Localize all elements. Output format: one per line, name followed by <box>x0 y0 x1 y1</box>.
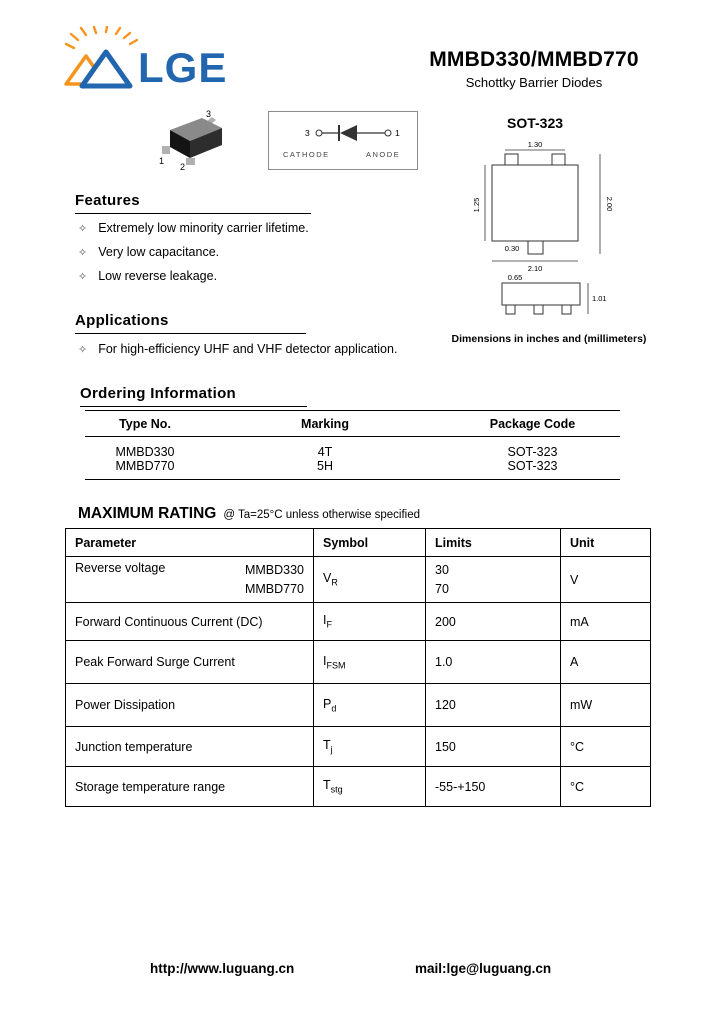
symbol-main: I <box>323 653 327 668</box>
parameter-cell <box>66 557 314 603</box>
package-3d-icon <box>156 108 238 172</box>
column-header-unit: Unit <box>561 529 651 557</box>
pkg-pin3-label: 3 <box>206 109 212 119</box>
ordering-heading: Ordering Information <box>80 385 307 407</box>
unit-cell: A <box>561 641 651 684</box>
maximum-rating-title: MAXIMUM RATING <box>78 505 217 522</box>
feature-text: Very low capacitance. <box>98 245 220 259</box>
limits-cell: 1.0 <box>426 641 561 684</box>
symbol-main: T <box>323 738 331 753</box>
symbol-sub: FSM <box>326 660 346 671</box>
symbol-pin1-label: 1 <box>395 128 400 138</box>
table-row <box>66 557 651 603</box>
logo-rays-icon <box>66 27 137 49</box>
type-no-cell: MMBD330 <box>115 445 175 459</box>
dim-1-25: 1.25 <box>472 197 481 213</box>
table-row <box>66 684 651 727</box>
model-name: MMBD770 <box>244 581 304 596</box>
logo-blue-triangle-icon <box>82 52 130 86</box>
package-code-cell: SOT-323 <box>507 459 558 473</box>
applications-list <box>78 342 397 356</box>
ordering-table <box>85 410 620 480</box>
unit-cell: mW <box>561 684 651 727</box>
rating-header-row <box>66 529 651 557</box>
list-item <box>78 221 309 235</box>
maximum-rating-condition: @ Ta=25°C unless otherwise specified <box>223 509 420 521</box>
anode-label: ANODE <box>366 150 401 159</box>
unit-cell: mA <box>561 603 651 641</box>
parameter-cell: Peak Forward Surge Current <box>66 641 314 684</box>
package-outline-drawing <box>448 137 658 332</box>
features-heading: Features <box>75 192 311 214</box>
package-outline-title: SOT-323 <box>506 115 564 131</box>
limits-cell <box>426 557 561 603</box>
package-code-cell: SOT-323 <box>507 445 558 459</box>
column-header-parameter: Parameter <box>66 529 314 557</box>
parameter-cell: Forward Continuous Current (DC) <box>66 603 314 641</box>
symbol-cell <box>314 684 426 727</box>
symbol-cell <box>314 603 426 641</box>
logo-text: LGE <box>138 44 228 90</box>
unit-cell: V <box>561 557 651 603</box>
title-block <box>405 48 663 90</box>
website-url[interactable]: http://www.luguang.cn <box>150 961 295 976</box>
feature-text: Low reverse leakage. <box>98 269 218 283</box>
maximum-rating-table <box>65 528 651 807</box>
pkg-pin2-label: 2 <box>180 162 186 172</box>
column-header-symbol: Symbol <box>314 529 426 557</box>
parameter-cell: Junction temperature <box>66 727 314 767</box>
maximum-rating-heading <box>78 505 420 523</box>
symbol-main: V <box>323 571 332 586</box>
dim-1-30: 1.30 <box>527 140 543 149</box>
marking-cell: 4T <box>317 445 333 459</box>
symbol-cell <box>314 727 426 767</box>
limits-cell: -55-+150 <box>426 767 561 807</box>
bullet-icon: ✧ <box>78 271 88 283</box>
limits-cell: 120 <box>426 684 561 727</box>
table-row <box>66 603 651 641</box>
parameter-models <box>245 561 304 599</box>
parameter-cell: Power Dissipation <box>66 684 314 727</box>
unit-cell: °C <box>561 727 651 767</box>
parameter-cell: Storage temperature range <box>66 767 314 807</box>
table-row <box>66 727 651 767</box>
model-name: MMBD330 <box>244 562 304 577</box>
dim-2-00: 2.00 <box>605 196 614 212</box>
symbol-sub: d <box>331 703 337 714</box>
limits-cell: 200 <box>426 603 561 641</box>
symbol-sub: R <box>331 577 338 588</box>
bullet-icon: ✧ <box>78 247 88 259</box>
table-row <box>85 437 620 460</box>
symbol-main: I <box>323 613 327 628</box>
pkg-pin1-label: 1 <box>159 156 165 166</box>
lge-logo-icon <box>58 26 243 90</box>
table-row <box>66 767 651 807</box>
lge-logo <box>58 26 243 90</box>
table-row <box>66 641 651 684</box>
column-header-limits: Limits <box>426 529 561 557</box>
list-item <box>78 342 397 356</box>
dim-1-01: 1.01 <box>592 294 607 303</box>
parameter-text: Reverse voltage <box>75 560 166 575</box>
dim-2-10: 2.10 <box>527 264 543 273</box>
cathode-label: CATHODE <box>283 150 330 159</box>
bullet-icon: ✧ <box>78 223 88 235</box>
symbol-cell <box>314 557 426 603</box>
package-3d-image <box>156 108 238 172</box>
column-header-package-code: Package Code <box>445 411 620 437</box>
unit-cell: °C <box>561 767 651 807</box>
symbol-sub: F <box>326 619 332 630</box>
list-item <box>78 245 309 259</box>
document-subtitle: Schottky Barrier Diodes <box>465 75 603 90</box>
dim-0-30: 0.30 <box>504 244 520 253</box>
document-title: MMBD330/MMBD770 <box>429 48 639 71</box>
type-no-cell: MMBD770 <box>115 459 175 473</box>
symbol-cell <box>314 767 426 807</box>
limit-value: 70 <box>435 581 449 596</box>
limits-cell: 150 <box>426 727 561 767</box>
list-item <box>78 269 309 283</box>
dim-0-65: 0.65 <box>507 273 523 282</box>
symbol-pin3-label: 3 <box>305 128 310 138</box>
dimensions-note: Dimensions in inches and (millimeters) <box>451 333 647 345</box>
symbol-main: P <box>323 696 332 711</box>
applications-heading: Applications <box>75 312 306 334</box>
diode-symbol-diagram <box>268 111 418 170</box>
bullet-icon: ✧ <box>78 344 88 356</box>
symbol-sub: stg <box>330 784 343 795</box>
ordering-header-row <box>85 411 620 437</box>
feature-text: Extremely low minority carrier lifetime. <box>98 221 309 235</box>
package-outline-icon <box>448 137 658 332</box>
table-row <box>85 459 620 480</box>
marking-cell: 5H <box>317 459 333 473</box>
column-header-type-no: Type No. <box>85 411 205 437</box>
diode-symbol-icon <box>269 112 417 169</box>
application-text: For high-efficiency UHF and VHF detector application. <box>98 342 398 356</box>
symbol-cell <box>314 641 426 684</box>
symbol-main: T <box>323 778 331 793</box>
symbol-sub: j <box>330 744 333 755</box>
limit-value: 30 <box>435 562 449 577</box>
contact-email[interactable]: mail:lge@luguang.cn <box>415 961 552 976</box>
features-list <box>78 221 309 293</box>
column-header-marking: Marking <box>205 411 445 437</box>
